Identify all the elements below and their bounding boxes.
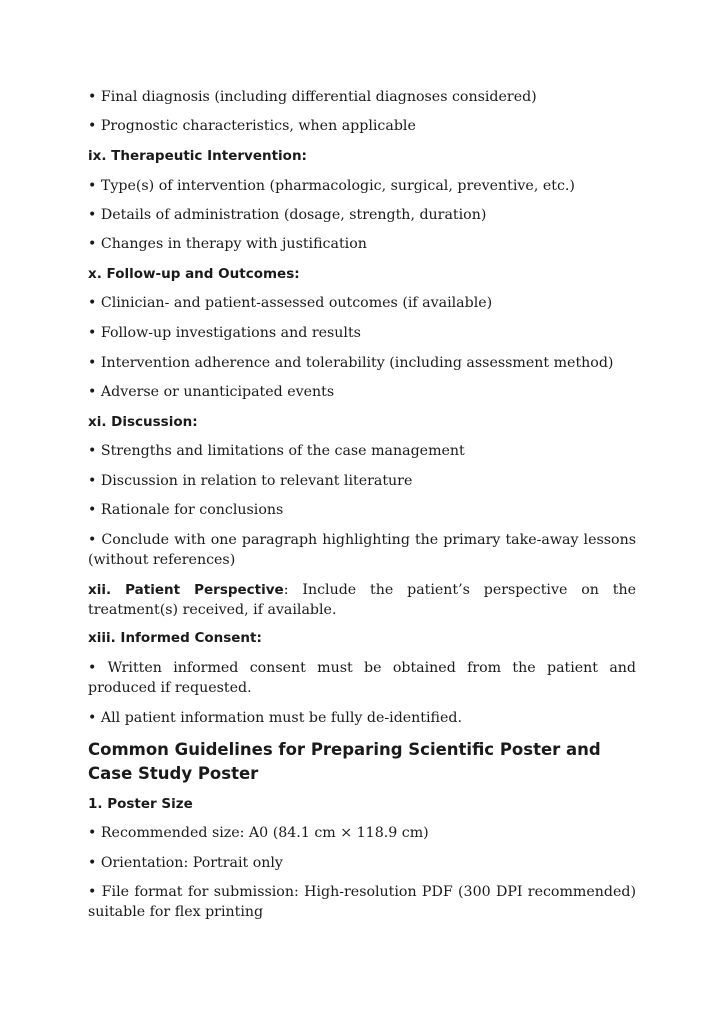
bullet-discussion-1: • Strengths and limitations of the case management	[88, 443, 465, 459]
bullet-consent-1: • Written informed consent must be obtained from the patient and produced if requested.	[88, 660, 636, 696]
guidelines-title: Common Guidelines for Preparing Scientific Poster and Case Study Poster	[88, 740, 601, 783]
bullet-therapeutic-1: • Type(s) of intervention (pharmacologic, surgical, preventive, etc.)	[88, 178, 575, 194]
section-heading-consent: xiii. Informed Consent:	[88, 630, 262, 646]
bullet-consent-2: • All patient information must be fully de-identified.	[88, 710, 462, 726]
bullet-therapeutic-3: • Changes in therapy with justification	[88, 236, 367, 252]
section-heading-discussion: xi. Discussion:	[88, 414, 198, 430]
bullet-followup-2: • Follow-up investigations and results	[88, 325, 361, 341]
bullet-followup-3: • Intervention adherence and tolerability (including assessment method)	[88, 355, 614, 371]
perspective-text: : Include the patient’s perspective on the treatment(s) received, if available.	[88, 582, 636, 618]
section-heading-perspective: xii. Patient Perspective	[88, 582, 284, 598]
bullet-final-diagnosis: • Final diagnosis (including differential diagnoses considered)	[88, 89, 537, 105]
bullet-prognostic: • Prognostic characteristics, when applicable	[88, 118, 416, 134]
bullet-discussion-2: • Discussion in relation to relevant literature	[88, 473, 413, 489]
bullet-size-3: • File format for submission: High-resolution PDF (300 DPI recommended) suitable for flex printing	[88, 884, 636, 920]
section-heading-poster-size: 1. Poster Size	[88, 796, 193, 812]
bullet-discussion-3: • Rationale for conclusions	[88, 502, 284, 518]
bullet-therapeutic-2: • Details of administration (dosage, strength, duration)	[88, 207, 487, 223]
bullet-discussion-4: • Conclude with one paragraph highlighting the primary take-away lessons (without references)	[88, 532, 636, 568]
section-heading-followup: x. Follow-up and Outcomes:	[88, 266, 300, 282]
bullet-followup-1: • Clinician- and patient-assessed outcomes (if available)	[88, 295, 493, 311]
bullet-followup-4: • Adverse or unanticipated events	[88, 384, 335, 400]
bullet-size-1: • Recommended size: A0 (84.1 cm × 118.9 cm)	[88, 825, 429, 841]
bullet-size-2: • Orientation: Portrait only	[88, 855, 283, 871]
patient-perspective-paragraph	[88, 580, 636, 620]
section-heading-therapeutic: ix. Therapeutic Intervention:	[88, 148, 307, 164]
